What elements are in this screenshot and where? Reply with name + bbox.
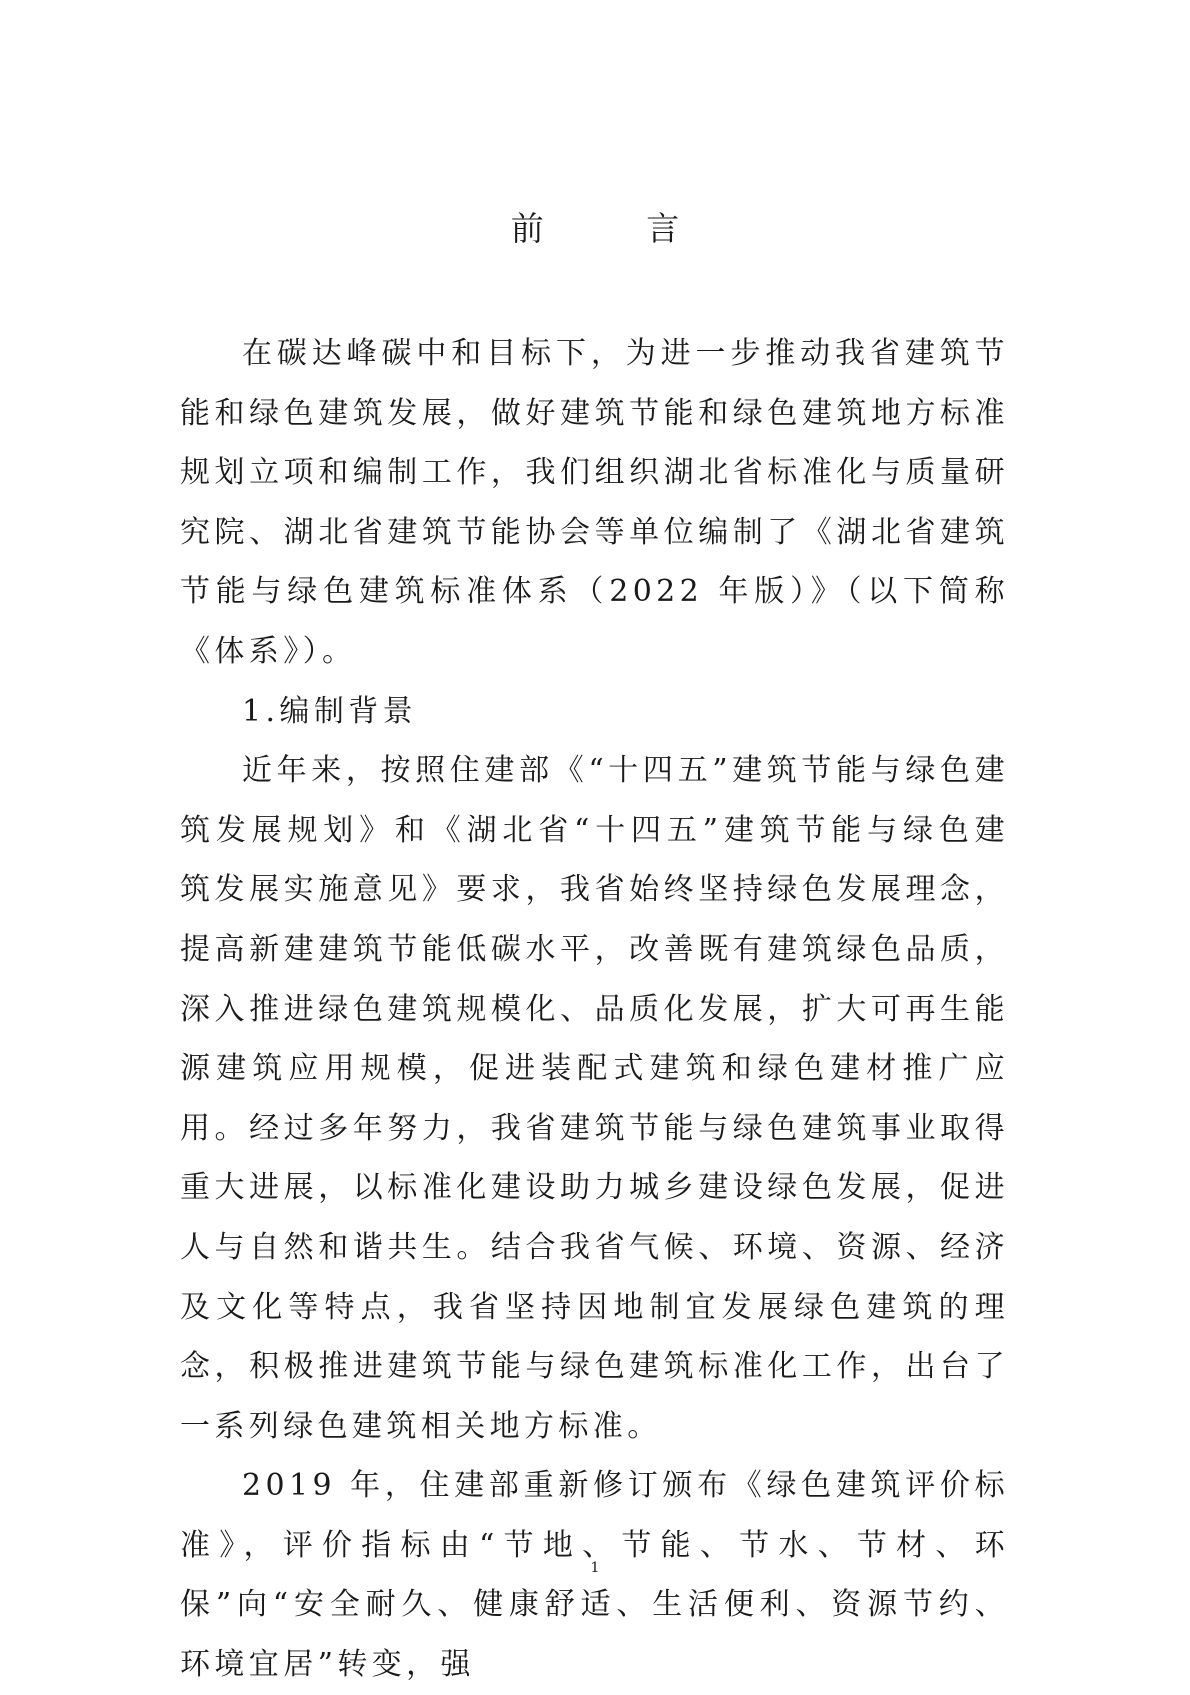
paragraph-background: 近年来，按照住建部《“十四五”建筑节能与绿色建筑发展规划》和《湖北省“十四五”建筑节能与绿色建筑发展实施意见》要求，我省始终坚持绿色发展理念，提高新建建筑节能低碳水平，改善既有建筑绿色品质，深入推进绿色建筑规模化、品质化发展，扩大可再生能源建筑应用规模，促进装配式建筑和绿色建材推广应用。经过多年努力，我省建筑节能与绿色建筑事业取得重大进展，以标准化建设助力城乡建设绿色发展，促进人与自然和谐共生。结合我省气候、环境、资源、经济及文化等特点，我省坚持因地制宜发展绿色建筑的理念，积极推进建筑节能与绿色建筑标准化工作，出台了一系列绿色建筑相关地方标准。 — [180, 753, 1009, 1444]
page-title: 前 言 — [510, 209, 726, 248]
section-heading-background: 1.编制背景 — [242, 693, 418, 729]
paragraph-intro: 在碳达峰碳中和目标下，为进一步推动我省建筑节能和绿色建筑发展，做好建筑节能和绿色建筑地方标准规划立项和编制工作，我们组织湖北省标准化与质量研究院、湖北省建筑节能协会等单位编制了《湖北省建筑节能与绿色建筑标准体系（2022 年版）》（以下简称《体系》）。 — [180, 336, 1009, 669]
paragraph-2019: 2019 年，住建部重新修订颁布《绿色建筑评价标准》，评价指标由“节地、节能、节水、节材、环保”向“安全耐久、健康舒适、生活便利、资源节约、环境宜居”转变，强 — [180, 1468, 1009, 1683]
page-number: 1 — [590, 1560, 600, 1576]
body-text — [180, 324, 1009, 1695]
